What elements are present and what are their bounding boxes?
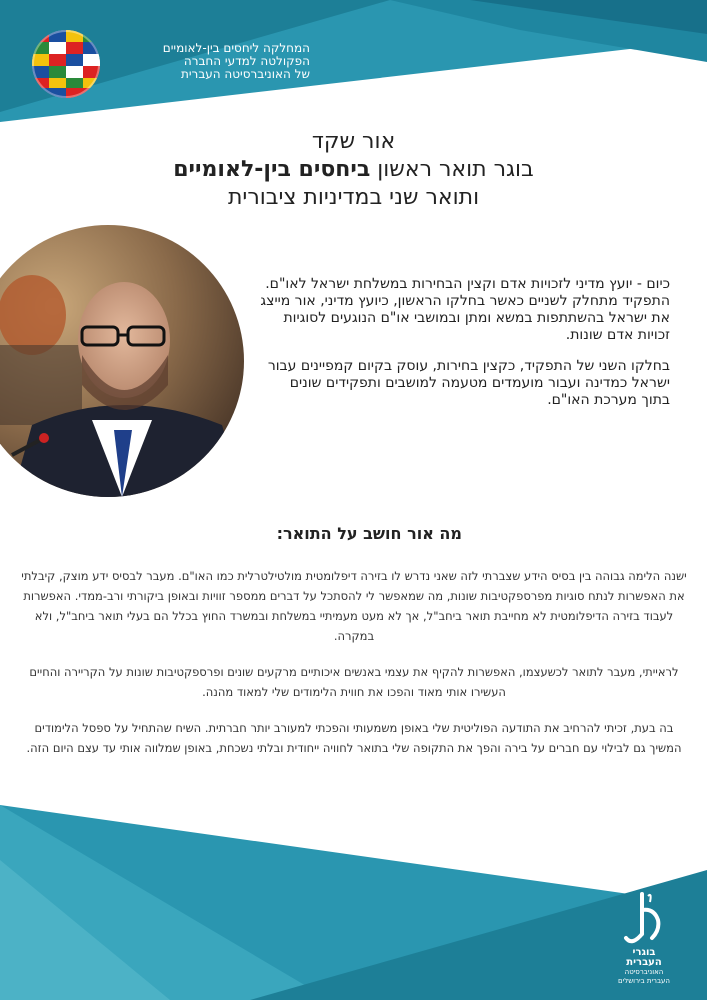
bio-paragraph-2: בחלקו השני של התפקיד, כקצין בחירות, עוסק בקיום קמפיינים עבור ישראל כמדינה ועבור מועמדים מטעמה למושבים ותפקידים שונים בתוך מערכת האו"ם. [267, 358, 670, 408]
page-title [60, 128, 647, 212]
dept-line-3: של האוניברסיטה העברית [180, 67, 310, 81]
alumni-line-1: בוגרי [632, 947, 656, 958]
degree-line-1-prefix: בוגר תואר ראשון [370, 157, 534, 182]
quote-paragraph-1: ישנה הלימה גבוהה בין בסיס הידע שצברתי לזה שאני נדרש לו בזירה דיפלומטית מולטילטרלית כמו האו"ם. מעבר לבסיס ידע מוצק, קיבלתי את האפשרות לנתח סוגיות מפרספקטיבות שונות, מה שמאפשר לי להסתכל על דברים ממספר זוויות ובאופן ביקורתי ורב-ממדי. האפשרות לעבוד בזירה הדיפלומטית לא מחייבת תואר ביחב"ל, אך לא מעט מעמיתיי במשלחת ובמשרד החוץ בכלל הם בעלי תואר ביחב"ל, ולא במקרה. [21, 569, 687, 643]
bio-paragraph-1: כיום - יועץ מדיני לזכויות אדם וקצין הבחירות במשלחת ישראל לאו"ם. התפקיד מתחלק לשניים כאשר בחלקו הראשון, כיועץ מדיני, אור מייצג את ישראל בהשתתפות במשא ומתן ובמושבי או"ם הנוגעים לסוגיות זכויות אדם שונות. [260, 276, 670, 343]
dept-line-2: הפקולטה למדעי החברה [183, 54, 310, 68]
alumni-line-4: העברית בירושלים [618, 977, 670, 985]
world-flags-globe-icon [32, 30, 100, 98]
degree-line-2: ותואר שני במדיניות ציבורית [227, 185, 480, 210]
degree-line-1 [60, 156, 647, 184]
quote-heading: מה אור חושב על התואר: [276, 524, 462, 543]
department-name [110, 42, 310, 81]
dept-line-1: המחלקה ליחסים בין-לאומיים [162, 41, 310, 55]
alumni-line-2: העברית [626, 957, 662, 968]
quote-section [20, 566, 688, 774]
alumni-logo-text [612, 948, 676, 986]
person-name: אור שקד [311, 129, 396, 154]
degree-line-1-bold: ביחסים בין-לאומיים [173, 157, 371, 182]
bio-section [258, 276, 670, 423]
alumni-line-3: האוניברסיטה [624, 968, 664, 976]
quote-paragraph-2: לראייתי, מעבר לתואר לכשעצמו, האפשרות להקיף את עצמי באנשים איכותיים מרקעים שונים ופרספקטיבות שונות על הקריירה והחיים העשירו אותי מאוד והפכו את חווית הלימודים שלי למאוד מהנה. [29, 665, 679, 699]
quote-paragraph-3: בה בעת, זכיתי להרחיב את התודעה הפוליטית שלי באופן משמעותי והפכתי למעורב יותר חברתית. השיח שהתחיל על ספסל הלימודים המשיך גם לבילוי עם חברים על בירה והפך את התקופה שלי בתואר לחוויה ייחודית ובלתי נשכחת, באופן שמלווה אותי עד עצם היום הזה. [26, 721, 682, 755]
